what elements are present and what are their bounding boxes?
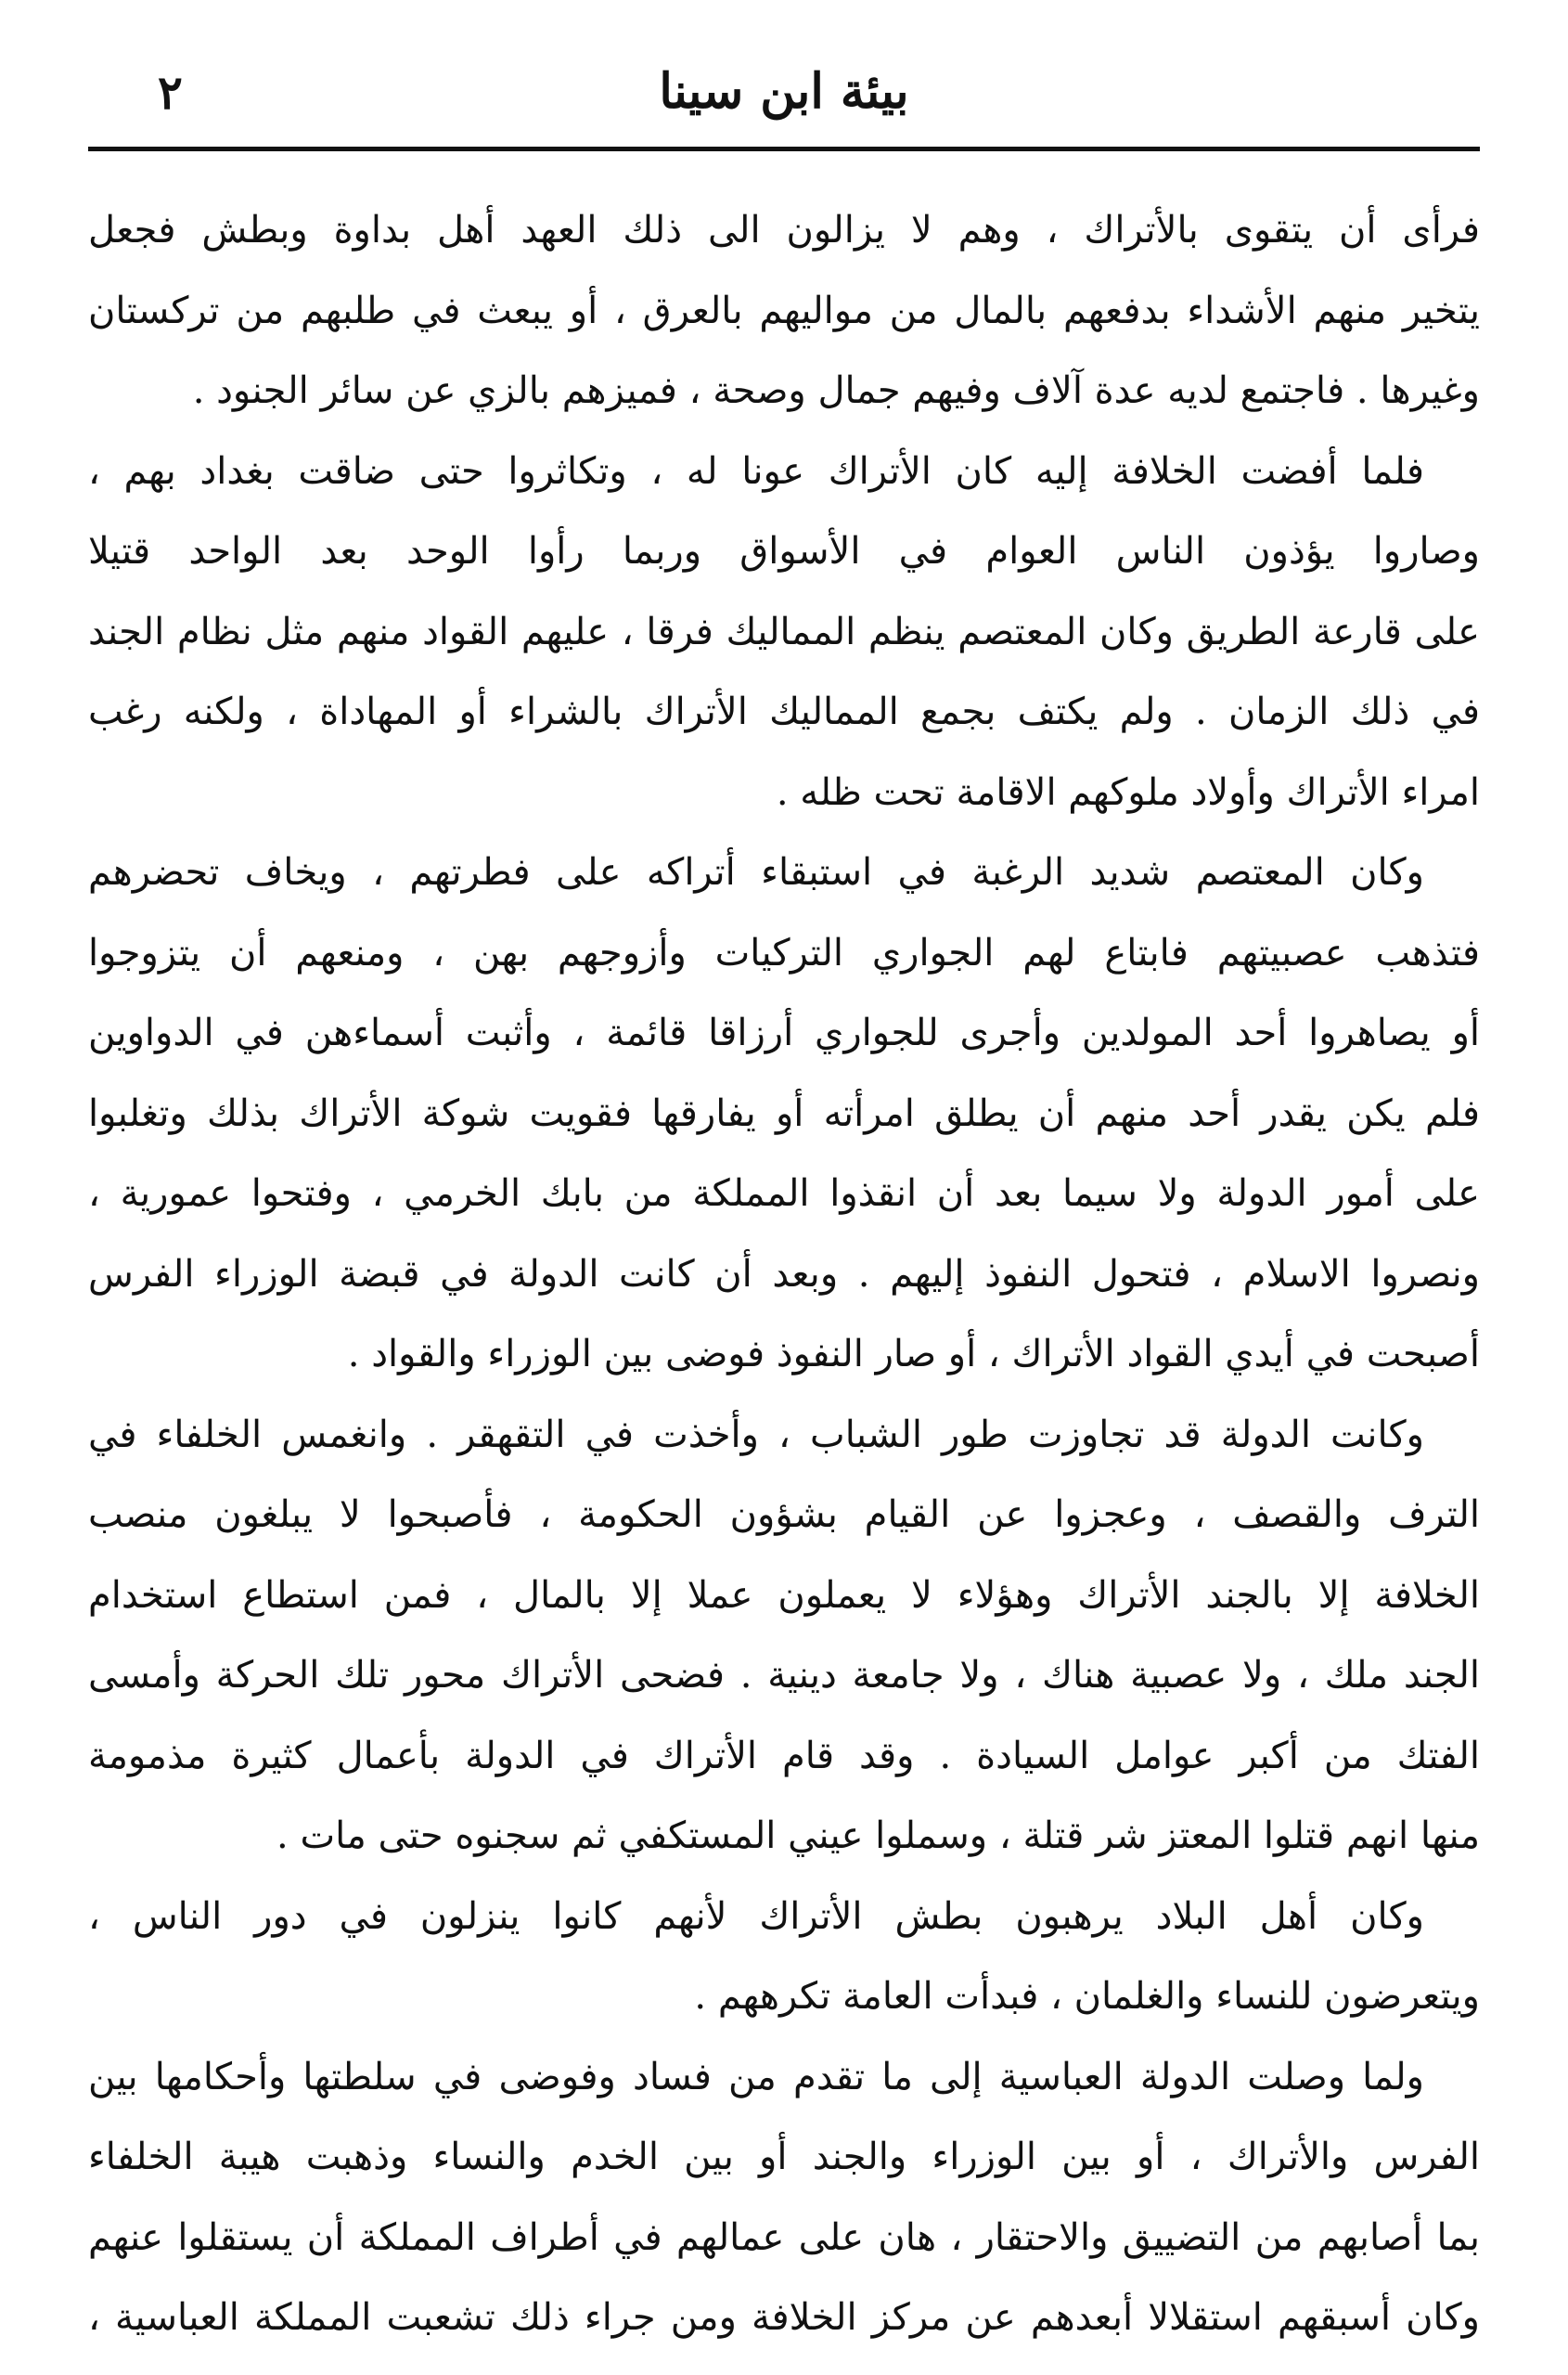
text-line: بما أصابهم من التضييق والاحتقار ، هان على عمالهم في أطراف المملكة أن يستقلوا عنهم <box>88 2215 1480 2259</box>
text-line: ونصروا الاسلام ، فتحول النفوذ إليهم . وبعد أن كانت الدولة في قبضة الوزراء الفرس <box>88 1252 1480 1296</box>
text-line: منها انهم قتلوا المعتز شر قتلة ، وسملوا عيني المستكفي ثم سجنوه حتى مات . <box>276 1814 1480 1857</box>
text-line: الجند ملك ، ولا عصبية هناك ، ولا جامعة دينية . فضحى الأتراك محور تلك الحركة وأمسى <box>88 1654 1480 1697</box>
page-number: ٢ <box>158 65 183 120</box>
text-line: وغيرها . فاجتمع لديه عدة آلاف وفيهم جمال وصحة ، فميزهم بالزي عن سائر الجنود . <box>192 369 1480 412</box>
text-line: فلما أفضت الخلافة إليه كان الأتراك عونا له ، وتكاثروا حتى ضاقت بغداد بهم ، <box>88 449 1424 493</box>
text-line: الترف والقصف ، وعجزوا عن القيام بشؤون الحكومة ، فأصبحوا لا يبلغون منصب <box>88 1493 1480 1536</box>
text-line: وكان أهل البلاد يرهبون بطش الأتراك لأنهم كانوا ينزلون في دور الناس ، <box>88 1894 1424 1938</box>
text-line: فتذهب عصبيتهم فابتاع لهم الجواري التركيات وأزوجهم بهن ، ومنعهم أن يتزوجوا <box>88 931 1480 975</box>
page-header <box>84 56 1484 130</box>
text-line: وكان المعتصم شديد الرغبة في استبقاء أتراكه على فطرتهم ، ويخاف تحضرهم <box>88 851 1424 894</box>
text-line: على قارعة الطريق وكان المعتصم ينظم المماليك فرقا ، عليهم القواد منهم مثل نظام الجند <box>88 610 1480 653</box>
text-line: على أمور الدولة ولا سيما بعد أن انقذوا المملكة من بابك الخرمي ، وفتحوا عمورية ، <box>88 1172 1480 1215</box>
text-line: وكانت الدولة قد تجاوزت طور الشباب ، وأخذت في التقهقر . وانغمس الخلفاء في <box>88 1413 1424 1456</box>
running-title: بيئة ابن سينا <box>659 63 909 120</box>
text-line: ويتعرضون للنساء والغلمان ، فبدأت العامة تكرههم . <box>694 1975 1480 2018</box>
text-line: يتخير منهم الأشداء بدفعهم بالمال من مواليهم بالعرق ، أو يبعث في طلبهم من تركستان <box>88 289 1480 332</box>
text-line: وكان أسبقهم استقلالا أبعدهم عن مركز الخلافة ومن جراء ذلك تشعبت المملكة العباسية ، <box>88 2296 1480 2339</box>
text-line: أصبحت في أيدي القواد الأتراك ، أو صار النفوذ فوضى بين الوزراء والقواد . <box>347 1333 1480 1375</box>
text-line: ولما وصلت الدولة العباسية إلى ما تقدم من فساد وفوضى في سلطتها وأحكامها بين <box>88 2055 1424 2098</box>
text-line: الفتك من أكبر عوامل السيادة . وقد قام الأتراك في الدولة بأعمال كثيرة مذمومة <box>88 1734 1480 1777</box>
text-line: فرأى أن يتقوى بالأتراك ، وهم لا يزالون الى ذلك العهد أهل بداوة وبطش فجعل <box>88 209 1480 252</box>
text-line: الخلافة إلا بالجند الأتراك وهؤلاء لا يعملون عملا إلا بالمال ، فمن استطاع استخدام <box>88 1573 1480 1617</box>
text-line: فلم يكن يقدر أحد منهم أن يطلق امرأته أو يفارقها فقويت شوكة الأتراك بذلك وتغلبوا <box>88 1091 1480 1135</box>
header-rule <box>88 147 1480 151</box>
body-text <box>88 190 1480 2358</box>
text-line: امراء الأتراك وأولاد ملوكهم الاقامة تحت ظله . <box>776 770 1480 814</box>
text-line: الفرس والأتراك ، أو بين الوزراء والجند أو بين الخدم والنساء وذهبت هيبة الخلفاء <box>88 2136 1480 2178</box>
text-line: أو يصاهروا أحد المولدين وأجرى للجواري أرزاقا قائمة ، وأثبت أسماءهن في الدواوين <box>88 1012 1480 1054</box>
text-line: وصاروا يؤذون الناس العوام في الأسواق وربما رأوا الوحد بعد الواحد قتيلا <box>88 530 1480 573</box>
text-line: في ذلك الزمان . ولم يكتف بجمع المماليك الأتراك بالشراء أو المهاداة ، ولكنه رغب <box>88 691 1480 733</box>
